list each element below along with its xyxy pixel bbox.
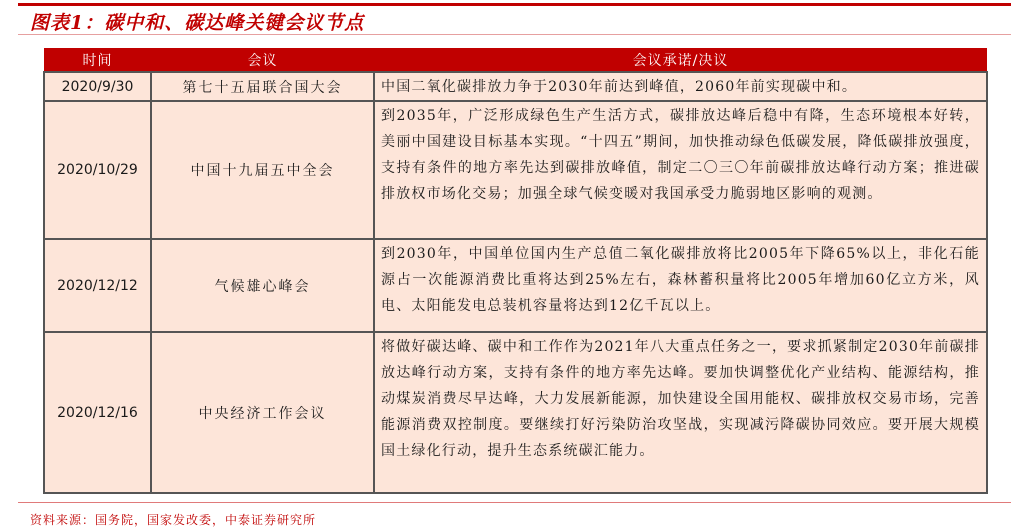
table-row bbox=[44, 101, 987, 239]
top-accent-bar bbox=[18, 3, 1011, 6]
cell-resolution: 到2035年，广泛形成绿色生产生活方式，碳排放达峰后稳中有降，生态环境根本好转，美丽中国建设目标基本实现。“十四五”期间，加快推动绿色低碳发展，降低碳排放强度，支持有条件的地方率先达到碳排放峰值，制定二〇三〇年前碳排放达峰行动方案；推进碳排放权市场化交易；加强全球气候变暖对我国承受力脆弱地区影响的观测。 bbox=[374, 101, 987, 239]
table-row bbox=[44, 332, 987, 493]
figure-title: 图表1：碳中和、碳达峰关键会议节点 bbox=[30, 12, 365, 34]
cell-date: 2020/9/30 bbox=[44, 72, 151, 101]
table-header-row bbox=[44, 48, 987, 72]
header-date: 时间 bbox=[44, 48, 151, 72]
meetings-table bbox=[43, 48, 988, 494]
cell-meeting: 中央经济工作会议 bbox=[151, 332, 374, 493]
cell-meeting: 中国十九届五中全会 bbox=[151, 101, 374, 239]
cell-resolution: 到2030年，中国单位国内生产总值二氧化碳排放将比2005年下降65%以上，非化石能源占一次能源消费比重将达到25%左右，森林蓄积量将比2005年增加60亿立方米，风电、太阳能发电总装机容量将达到12亿千瓦以上。 bbox=[374, 239, 987, 332]
table-row bbox=[44, 239, 987, 332]
table-row bbox=[44, 72, 987, 101]
title-divider bbox=[18, 34, 1011, 35]
footer-divider bbox=[18, 502, 1011, 503]
cell-meeting: 气候雄心峰会 bbox=[151, 239, 374, 332]
cell-date: 2020/12/16 bbox=[44, 332, 151, 493]
cell-resolution: 将做好碳达峰、碳中和工作作为2021年八大重点任务之一，要求抓紧制定2030年前碳排放达峰行动方案，支持有条件的地方率先达峰。要加快调整优化产业结构、能源结构，推动煤炭消费尽早达峰，大力发展新能源，加快建设全国用能权、碳排放权交易市场，完善能源消费双控制度。要继续打好污染防治攻坚战，实现减污降碳协同效应。要开展大规模国土绿化行动，提升生态系统碳汇能力。 bbox=[374, 332, 987, 493]
source-note: 资料来源：国务院，国家发改委，中泰证券研究所 bbox=[30, 513, 317, 527]
header-resolution: 会议承诺/决议 bbox=[374, 48, 987, 72]
cell-meeting: 第七十五届联合国大会 bbox=[151, 72, 374, 101]
cell-date: 2020/10/29 bbox=[44, 101, 151, 239]
header-meeting: 会议 bbox=[151, 48, 374, 72]
cell-date: 2020/12/12 bbox=[44, 239, 151, 332]
cell-resolution: 中国二氧化碳排放力争于2030年前达到峰值，2060年前实现碳中和。 bbox=[374, 72, 987, 101]
